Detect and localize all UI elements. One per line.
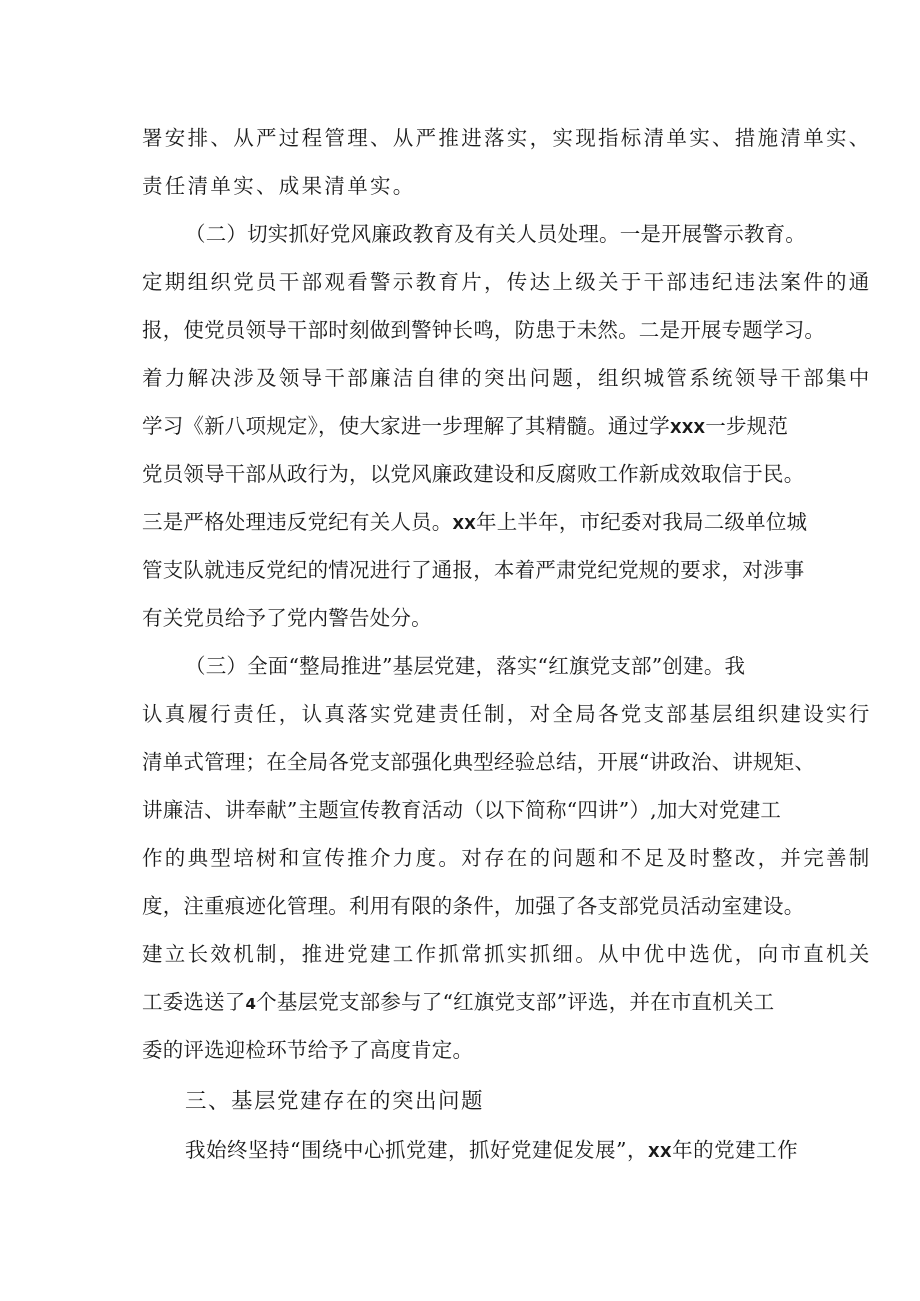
paragraph-line: 建立长效机制，推进党建工作抓常抓实抓细。从中优中选优，向市直机关 xyxy=(142,942,872,966)
paragraph-line: 学习《新八项规定》，使大家进一步理解了其精髓。通过学XXX一步规范 xyxy=(142,414,789,438)
paragraph-line: 管支队就违反党纪的情况进行了通报，本着严肃党纪党规的要求，对涉事 xyxy=(142,558,805,582)
paragraph-line: 我始终坚持“围绕中心抓党建，抓好党建促发展”，XX年的党建工作 xyxy=(185,1138,799,1162)
paragraph-line: 讲廉洁、讲奉献”主题宣传教育活动（以下简称“四讲”）,加大对党建工 xyxy=(142,798,782,822)
paragraph-line: 责任清单实、成果清单实。 xyxy=(142,174,416,198)
paragraph-line: 工委选送了4个基层党支部参与了“红旗党支部”评选，并在市直机关工 xyxy=(142,990,775,1014)
paragraph-line: 作的典型培树和宣传推介力度。对存在的问题和不足及时整改，并完善制 xyxy=(142,846,872,870)
paragraph-line: 认真履行责任，认真落实党建责任制，对全局各党支部基层组织建设实行 xyxy=(142,702,872,726)
placeholder-xx: XX xyxy=(647,1143,673,1161)
paragraph-line: 定期组织党员干部观看警示教育片，传达上级关于干部违纪违法案件的通 xyxy=(142,270,872,294)
paragraph-line: 署安排、从严过程管理、从严推进落实，实现指标清单实、措施清单实、 xyxy=(142,126,872,150)
paragraph-line: 委的评选迎检环节给予了高度肯定。 xyxy=(142,1038,474,1062)
placeholder-xxx: XXX xyxy=(669,419,706,437)
paragraph-line: 清单式管理；在全局各党支部强化典型经验总结，开展“讲政治、讲规矩、 xyxy=(142,750,816,774)
paragraph-line: 报，使党员领导干部时刻做到警钟长鸣，防患于未然。二是开展专题学习。 xyxy=(142,318,826,342)
paragraph-line: 党员领导干部从政行为，以党风廉政建设和反腐败工作新成效取信于民。 xyxy=(142,462,805,486)
placeholder-count: 4 xyxy=(245,995,257,1013)
paragraph-line: （三）全面“整局推进”基层党建，落实“红旗党支部”创建。我 xyxy=(185,654,746,678)
paragraph-line: 着力解决涉及领导干部廉洁自律的突出问题，组织城管系统领导干部集中 xyxy=(142,366,872,390)
paragraph-line: 三是严格处理违反党纪有关人员。XX年上半年，市纪委对我局二级单位城 xyxy=(142,510,808,534)
paragraph-line: 度，注重痕迹化管理。利用有限的条件，加强了各支部党员活动室建设。 xyxy=(142,894,805,918)
placeholder-xx: XX xyxy=(452,515,477,533)
section-heading: 三、基层党建存在的突出问题 xyxy=(185,1089,485,1114)
paragraph-line: 有关党员给予了党内警告处分。 xyxy=(142,606,432,630)
paragraph-line: （二）切实抓好党风廉政教育及有关人员处理。一是开展警示教育。 xyxy=(185,222,806,246)
